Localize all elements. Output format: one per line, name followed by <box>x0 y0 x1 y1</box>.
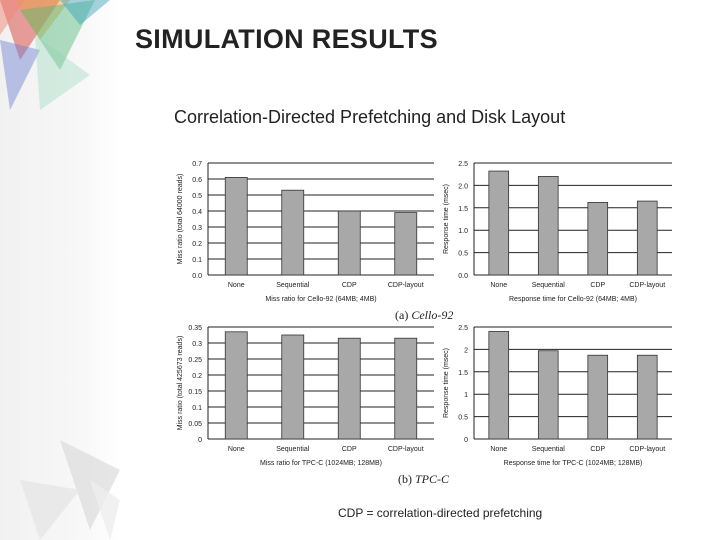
caption-a: (a) Cello-92 <box>395 308 454 322</box>
y-tick-label: 0.1 <box>192 405 202 412</box>
x-tick-label-cdp-layout: CDP-layout <box>629 446 666 453</box>
footnote: CDP = correlation-directed prefetching <box>338 506 543 520</box>
y-tick-label: 1.5 <box>458 205 468 213</box>
y-axis-label: Miss ratio (total 64000 reads) <box>177 173 184 265</box>
y-tick-label: 0.6 <box>192 177 202 184</box>
y-tick-label: 0.5 <box>458 250 468 258</box>
bar-sequential <box>282 335 304 439</box>
bar-cdp-layout <box>395 338 417 439</box>
y-tick-label: 0.2 <box>192 373 202 380</box>
chart-response-time-tpcc <box>438 322 678 470</box>
x-axis-label: Miss ratio for TPC-C (1024MB; 128MB) <box>259 460 383 467</box>
x-axis-label: Response time for Cello-92 (64MB; 4MB) <box>509 296 637 303</box>
y-tick-label: 2.5 <box>458 161 468 168</box>
y-tick-label: 1.5 <box>458 369 468 377</box>
y-axis-label: Miss ratio (total 425673 reads) <box>177 335 184 431</box>
bar-cdp <box>588 202 608 275</box>
y-tick-label: 2.5 <box>458 325 468 332</box>
y-tick-label: 0.05 <box>188 421 202 428</box>
y-tick-label: 2.0 <box>458 183 468 191</box>
bar-cdp <box>338 211 360 275</box>
x-tick-label-none: None <box>227 446 245 453</box>
y-tick-label: 0.4 <box>192 209 202 216</box>
y-tick-label: 0.35 <box>188 325 202 332</box>
x-tick-label-cdp: CDP <box>341 446 357 453</box>
x-tick-label-cdp-layout: CDP-layout <box>387 446 424 453</box>
y-tick-label: 1 <box>464 392 468 400</box>
slide-subtitle: Correlation-Directed Prefetching and Disk Layout <box>174 107 566 127</box>
bar-cdp-layout <box>637 355 657 439</box>
bar-cdp-layout <box>395 213 417 275</box>
bar-none <box>489 171 509 275</box>
x-axis-label: Miss ratio for Cello-92 (64MB; 4MB) <box>265 296 377 303</box>
y-axis-label: Response time (msec) <box>443 183 450 255</box>
bar-cdp-layout <box>637 201 657 275</box>
slide-title: SIMULATION RESULTS <box>135 24 438 54</box>
bar-none <box>225 177 247 275</box>
bar-sequential <box>538 176 558 275</box>
x-tick-label-cdp-layout: CDP-layout <box>387 282 424 289</box>
bar-none <box>489 331 509 439</box>
x-tick-label-cdp: CDP <box>341 282 357 289</box>
decorative-shards-top <box>0 0 125 120</box>
y-tick-label: 0 <box>464 437 468 444</box>
y-tick-label: 0.3 <box>192 341 202 348</box>
x-tick-label-sequential: Sequential <box>531 446 565 453</box>
y-tick-label: 0.5 <box>192 193 202 200</box>
y-tick-label: 0.1 <box>192 257 202 264</box>
y-axis-label: Response time (msec) <box>443 347 450 419</box>
caption-b: (b) TPC-C <box>398 472 450 486</box>
y-tick-label: 0.5 <box>458 414 468 422</box>
y-tick-label: 1.0 <box>458 228 468 236</box>
x-tick-label-none: None <box>490 446 508 453</box>
x-tick-label-cdp: CDP <box>590 282 606 289</box>
x-tick-label-sequential: Sequential <box>276 282 310 289</box>
x-tick-label-sequential: Sequential <box>276 446 310 453</box>
y-tick-label: 0 <box>198 437 202 444</box>
bar-cdp <box>338 338 360 439</box>
bar-sequential <box>282 190 304 275</box>
x-tick-label-none: None <box>227 282 245 289</box>
bar-cdp <box>588 355 608 439</box>
bar-none <box>225 332 247 439</box>
y-tick-label: 0.2 <box>192 241 202 248</box>
x-tick-label-cdp: CDP <box>590 446 606 453</box>
x-tick-label-none: None <box>490 282 508 289</box>
y-tick-label: 0.25 <box>188 357 202 364</box>
chart-miss-ratio-tpcc <box>172 322 440 470</box>
decorative-shards-bottom <box>0 440 120 540</box>
y-tick-label: 0.0 <box>458 273 468 280</box>
x-tick-label-sequential: Sequential <box>531 282 565 289</box>
x-tick-label-cdp-layout: CDP-layout <box>629 282 666 289</box>
y-tick-label: 0.7 <box>192 161 202 168</box>
y-tick-label: 0.3 <box>192 225 202 232</box>
bar-sequential <box>538 351 558 439</box>
chart-response-time-cello <box>438 158 678 306</box>
x-axis-label: Response time for TPC-C (1024MB; 128MB) <box>503 460 643 467</box>
y-tick-label: 2 <box>464 347 468 355</box>
y-tick-label: 0.15 <box>188 389 202 396</box>
chart-miss-ratio-cello <box>172 158 440 306</box>
y-tick-label: 0.0 <box>192 273 202 280</box>
